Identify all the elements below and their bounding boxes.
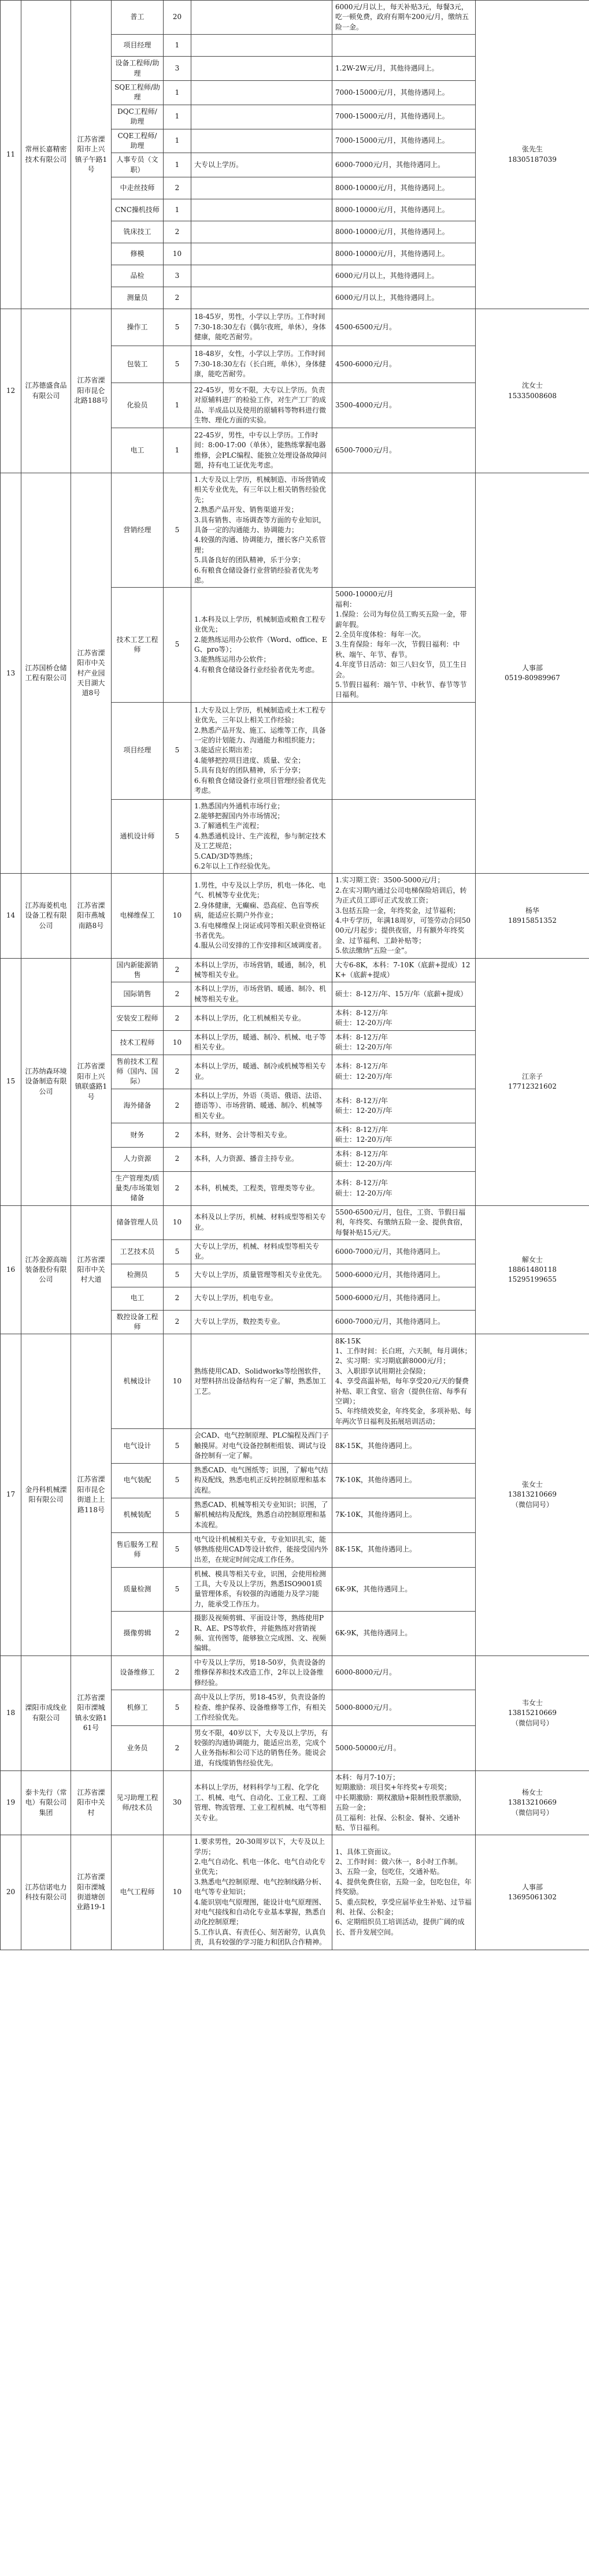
table-row [1, 1770, 589, 1835]
position-title: 摄像剪辑 [112, 1612, 164, 1656]
position-title: 项目经理 [112, 35, 164, 57]
contact-info: 人事部 0519-80989967 [476, 473, 589, 874]
position-count: 5 [164, 1463, 191, 1498]
position-title: 人事专员（文职） [112, 153, 164, 177]
company-address: 江苏省溧阳市上兴镇子午路1号 [71, 1, 112, 309]
position-requirements: 高中及以上学历，男18-45岁，负责设备的检查、维护保养、设备维修等工作，有相关工作经验优先。 [191, 1690, 332, 1725]
position-title: 储备管理人员 [112, 1205, 164, 1239]
company-name: 泰卡先行（常电）有限公司集团 [21, 1770, 71, 1835]
contact-info: 韦女士 13815210669 （微信同号） [476, 1656, 589, 1770]
position-requirements: 18-45岁，男性，小学以上学历。工作时间7:30-18:30左右（偶尔夜班，单休），身体健康，能吃苦耐劳。 [191, 309, 332, 346]
position-title: 国内新能源销售 [112, 958, 164, 982]
company-number: 19 [1, 1770, 21, 1835]
position-count: 5 [164, 473, 191, 588]
position-title: 普工 [112, 1, 164, 35]
position-salary: 6000元/月以上，每天补贴3元，每餐3元，吃一顿免费，政府有期车200元/月，缴纳五险一金。 [332, 1, 476, 35]
position-title: 品检 [112, 265, 164, 287]
position-requirements: 本科以上学历，市场营销，暖通，制冷，机械等相关专业。 [191, 958, 332, 982]
position-salary: 1.2W-2W元/月，其他待遇同上。 [332, 57, 476, 81]
position-title: 电梯维保工 [112, 874, 164, 958]
position-title: 售前技术工程师（国内、国际） [112, 1055, 164, 1089]
position-requirements: 大专以上学历，数控类专业。 [191, 1310, 332, 1334]
position-salary: 7K-10K，其他待遇同上。 [332, 1463, 476, 1498]
position-count: 1 [164, 80, 191, 105]
table-row [1, 473, 589, 588]
position-title: 安装安工程师 [112, 1007, 164, 1031]
position-title: 业务员 [112, 1725, 164, 1770]
company-name: 溧阳市成线业有限公司 [21, 1656, 71, 1770]
company-address: 江苏省溧阳市燕城南路8号 [71, 874, 112, 958]
company-number: 18 [1, 1656, 21, 1770]
position-title: 设备工程师/助理 [112, 57, 164, 81]
position-title: 修模 [112, 243, 164, 265]
position-count: 5 [164, 1532, 191, 1567]
position-count: 2 [164, 1656, 191, 1690]
position-requirements: 1.本科及以上学历，机械制造或粮食工程专业优先； 2.能熟练运用办公软件（Word、office、EG、pro等）； 3.能熟练运用办公软件； 4.有粮食仓储设备行业经验者优先考虑。 [191, 588, 332, 702]
table-row [1, 1205, 589, 1239]
position-title: 财务 [112, 1123, 164, 1148]
position-count: 2 [164, 1055, 191, 1089]
table-row [1, 958, 589, 982]
position-count: 2 [164, 958, 191, 982]
position-requirements [191, 105, 332, 129]
company-number: 15 [1, 958, 21, 1205]
position-title: 见习助理工程师/技术员 [112, 1770, 164, 1835]
company-name: 常州长嘉精密技术有限公司 [21, 1, 71, 309]
company-number: 11 [1, 1, 21, 309]
position-salary: 5000-6000元/月，其他待遇同上。 [332, 1287, 476, 1310]
position-requirements: 熟练使用CAD、Solidworks等绘图软件，对塑料挤出设备结构有一定了解，熟悉加工工艺。 [191, 1334, 332, 1429]
position-salary: 本科：8-12万/年 硕士：12-20万/年 [332, 1147, 476, 1171]
position-count: 1 [164, 428, 191, 473]
position-salary: 7000-15000元/月，其他待遇同上。 [332, 80, 476, 105]
company-address: 江苏省溧阳市上兴镇联盛路1号 [71, 958, 112, 1205]
position-salary: 本科：8-12万/年 硕士：12-20万/年 [332, 1123, 476, 1148]
position-count: 2 [164, 982, 191, 1007]
position-salary [332, 702, 476, 799]
position-title: 测量员 [112, 287, 164, 309]
position-count: 3 [164, 265, 191, 287]
table-row [1, 874, 589, 958]
contact-info: 江亲子 17712321602 [476, 958, 589, 1205]
position-salary: 8000-10000元/月，其他待遇同上。 [332, 177, 476, 199]
position-count: 10 [164, 874, 191, 958]
position-salary: 大专6-8K，本科：7-10K（底薪+提成）12K+（底薪+提成） [332, 958, 476, 982]
position-count: 5 [164, 346, 191, 383]
position-requirements: 大专以上学历，机电专业。 [191, 1287, 332, 1310]
position-requirements: 电气设计机械相关专业，专业知识扎实，能够熟练使用CAD等设计软件，能接受国内外出差，在规定时间完成工作任务。 [191, 1532, 332, 1567]
position-count: 2 [164, 1007, 191, 1031]
position-requirements: 熟悉CAD、电气图纸等；识图，了解电气结构及配线，熟悉电机正反转控制原理和基本流程。 [191, 1463, 332, 1498]
position-salary: 本科：每月7-10万； 短期激励：项目奖+年终奖+专项奖； 中长期激励：期权激励+限制性股票激励，五险一金； 员工福利：社保、公积金、餐补、交通补贴、节日福利。 [332, 1770, 476, 1835]
position-title: DQC工程师/助理 [112, 105, 164, 129]
table-row [1, 1, 589, 35]
position-salary: 本科：8-12万/年 硕士：12-20万/年 [332, 1030, 476, 1055]
position-requirements: 18-48岁，女性，小学以上学历。工作时间7:30-18:30左右（长白班，单休），身体健康，能吃苦耐劳。 [191, 346, 332, 383]
company-address: 江苏省溧阳市中关村产业园天目湖大道8号 [71, 473, 112, 874]
position-requirements: 大专以上学历。 [191, 153, 332, 177]
company-address: 江苏省溧阳市昆仑街道上上路118号 [71, 1334, 112, 1656]
position-requirements: 大专以上学历，机械、材料成型等相关专业。 [191, 1239, 332, 1264]
position-requirements: 22-45岁，男性，中专以上学历。工作时间：8:00-17:00（单休），能熟练掌握电器维修，会PLC编程、能独立处理设备故障问题，持有电工证优先考虑。 [191, 428, 332, 473]
position-count: 5 [164, 702, 191, 799]
position-requirements [191, 287, 332, 309]
position-salary: 5000-8000元/月。 [332, 1690, 476, 1725]
position-count: 10 [164, 1030, 191, 1055]
company-address: 江苏省溧阳市昆仑北路188号 [71, 309, 112, 473]
position-title: 电气装配 [112, 1463, 164, 1498]
position-title: 设备维修工 [112, 1656, 164, 1690]
position-requirements: 摄影及视频剪辑、平面设计等，熟练使用PR、AE、PS等软件，并能熟练对营销视频、宣传图等，能够独立完成图、文、视频编辑。 [191, 1612, 332, 1656]
position-title: 技术工程师 [112, 1030, 164, 1055]
position-salary [332, 799, 476, 874]
position-requirements: 男女不限，40岁以下，大专及以上学历，有较强的沟通协调能力，能适应出差，完成个人业务指标和公司下达的销售任务。能说会道，有线缆销售经验优先。 [191, 1725, 332, 1770]
table-row [1, 1835, 589, 1950]
position-salary: 4500-6500元/月。 [332, 309, 476, 346]
position-salary: 7K-10K，其他待遇同上。 [332, 1498, 476, 1532]
company-address: 江苏省溧阳市中关村 [71, 1770, 112, 1835]
position-title: 工艺技术员 [112, 1239, 164, 1264]
position-salary: 硕士：8-12万/年、15万/年（底薪+提成） [332, 982, 476, 1007]
position-requirements: 本科，财务、会计等相关专业。 [191, 1123, 332, 1148]
position-salary: 7000-15000元/月，其他待遇同上。 [332, 105, 476, 129]
position-count: 5 [164, 1498, 191, 1532]
position-salary: 8000-10000元/月，其他待遇同上。 [332, 243, 476, 265]
position-requirements: 1.男性，中专及以上学历，机电一体化、电气、机械等专业优先； 2.身体健康，无癫痫、恐高症、色盲等疾病，能适应长期户外作业； 3.有电梯维保上岗证或同等相关职业资格证书者优先。 4.服从公司安排的工作安排和区域调度者。 [191, 874, 332, 958]
position-requirements: 本科及以上学历，机械、材料成型等相关专业。 [191, 1205, 332, 1239]
company-name: 江苏金源高端装备股份有限公司 [21, 1205, 71, 1334]
position-count: 5 [164, 309, 191, 346]
position-salary: 5500-6500元/月，包住，工资、节假日福利，年终奖、有缴纳五险一金、提供食宿，每餐补贴15元/天。 [332, 1205, 476, 1239]
company-name: 金丹科机械溧阳有限公司 [21, 1334, 71, 1656]
position-requirements: 本科以上学历，暖通、制冷、机械、电子等相关专业。 [191, 1030, 332, 1055]
position-requirements: 本科，机械类，工程类，管理类等专业。 [191, 1171, 332, 1205]
position-title: 国际销售 [112, 982, 164, 1007]
position-requirements: 1.要求男性，20-30周岁以下，大专及以上学历； 2.电气自动化、机电一体化、电气自动化专业优先； 3.熟悉电气控制原理、电气控制线路分析、电气等专业知识； 4.能识别电气原理图，能设计电气原理图、对电气接线和自动化专业基本掌握，熟悉自动化控制原理； 5.工作认真、有责任心、刻苦耐劳，认真负责，具有较强的学习能力和团队合作精神。 [191, 1835, 332, 1950]
position-requirements: 本科以上学历，外语（英语、俄语、法语、德语等）、市场营销、暖通、制冷、机械等相关专业。 [191, 1089, 332, 1123]
position-title: 电工 [112, 428, 164, 473]
position-title: 质量检测 [112, 1567, 164, 1612]
company-number: 12 [1, 309, 21, 473]
position-requirements: 本科，人力资源、播音主持专业。 [191, 1147, 332, 1171]
company-address: 江苏省溧阳市溧城镇永安路161号 [71, 1656, 112, 1770]
position-count: 2 [164, 1089, 191, 1123]
position-requirements [191, 177, 332, 199]
position-count: 2 [164, 1287, 191, 1310]
table-body [1, 1, 589, 1950]
position-count: 10 [164, 243, 191, 265]
position-requirements [191, 80, 332, 105]
position-salary [332, 35, 476, 57]
company-number: 20 [1, 1835, 21, 1950]
position-title: 化验员 [112, 383, 164, 428]
position-count: 2 [164, 1147, 191, 1171]
table-row [1, 309, 589, 346]
position-requirements: 本科以上学历，材料科学与工程、化学化工、机械、电气、自动化、工业工程、工商管理、物流管理、工业工程机械、电气等相关专业。 [191, 1770, 332, 1835]
position-title: 人力资源 [112, 1147, 164, 1171]
position-requirements: 熟悉CAD、机械等相关专业知识；识图，了解机械结构及配线，熟悉自动控制原理和基本流程。 [191, 1498, 332, 1532]
position-salary: 6000元/月以上，其他待遇同上。 [332, 287, 476, 309]
company-number: 14 [1, 874, 21, 958]
position-title: 铣床技工 [112, 221, 164, 243]
position-title: 售后服务工程师 [112, 1532, 164, 1567]
position-title: 技术工艺工程师 [112, 588, 164, 702]
position-requirements: 22-45岁，男女不限，大专以上学历。负责对原辅料进厂的检验工作，对生产工厂的成品、半成品以及使用的原辅料等物料进行微生物、理化方面的实验。 [191, 383, 332, 428]
position-title: 检测员 [112, 1264, 164, 1287]
position-title: 机械设计 [112, 1334, 164, 1429]
company-number: 17 [1, 1334, 21, 1656]
position-count: 10 [164, 1835, 191, 1950]
position-salary: 8000-10000元/月，其他待遇同上。 [332, 221, 476, 243]
company-name: 江苏德盛食品有限公司 [21, 309, 71, 473]
position-count: 1 [164, 199, 191, 221]
position-requirements [191, 243, 332, 265]
position-salary: 1、具体工资面议。 2、工作时间：做六休一，8小时工作制。 3、五险一金，包吃住，交通补贴。 4、提供免费住宿，五险一金，包吃包住，年终奖励。 5、重点院校，享受应届毕业生补贴、过节福利、社保、公积金； 6、定期组织员工培训活动，提供广阔的成长、晋升发展空间。 [332, 1835, 476, 1950]
position-count: 1 [164, 383, 191, 428]
position-title: 生产管理类/质量类/市场策划储备 [112, 1171, 164, 1205]
position-title: 营销经理 [112, 473, 164, 588]
position-salary: 8000-10000元/月，其他待遇同上。 [332, 199, 476, 221]
position-title: CNC操机技师 [112, 199, 164, 221]
company-address: 江苏省溧阳市中关村大道 [71, 1205, 112, 1334]
position-requirements: 1.熟悉国内外通机市场行业； 2.能够把握国内外市场情况； 3.了解通机生产流程； 4.熟悉通机设计、生产流程，参与制定技术及工艺规范； 5.CAD/3D等熟练； 6.2年以上工作经验优先。 [191, 799, 332, 874]
position-title: 数控设备工程师 [112, 1310, 164, 1334]
position-count: 2 [164, 177, 191, 199]
position-salary: 7000-15000元/月，其他待遇同上。 [332, 129, 476, 153]
position-title: 电工 [112, 1287, 164, 1310]
company-name: 江苏纳森环境设备制造有限公司 [21, 958, 71, 1205]
position-count: 2 [164, 221, 191, 243]
position-count: 1 [164, 35, 191, 57]
position-count: 5 [164, 1690, 191, 1725]
position-salary [332, 473, 476, 588]
position-salary: 6500-7000元/月。 [332, 428, 476, 473]
company-name: 江苏国桥仓储工程有限公司 [21, 473, 71, 874]
position-salary: 6K-9K，其他待遇同上。 [332, 1567, 476, 1612]
position-salary: 4500-6000元/月。 [332, 346, 476, 383]
position-count: 5 [164, 1567, 191, 1612]
company-address: 江苏省溧阳市溧城街道塘创业路19-1 [71, 1835, 112, 1950]
contact-info: 杨华 18915851352 [476, 874, 589, 958]
position-title: 项目经理 [112, 702, 164, 799]
position-salary: 5000-10000元/月 福利： 1.保险：公司为每位员工购买五险一金，带薪年假。 2.全员年度体检：每年一次。 3.生育保险：每年一次，节假日福利：中秋、端午、年节、春节。 4.年度节日活动：如三八妇女节，员工生日会。 5.节假日福利：端午节、中秋节、春节等节日福利。 [332, 588, 476, 702]
position-count: 2 [164, 1171, 191, 1205]
position-requirements [191, 57, 332, 81]
position-salary: 6000-7000元/月，其他待遇同上。 [332, 1310, 476, 1334]
position-salary: 本科：8-12万/年 硕士：12-20万/年 [332, 1171, 476, 1205]
position-title: 包装工 [112, 346, 164, 383]
position-count: 1 [164, 153, 191, 177]
position-requirements [191, 35, 332, 57]
position-salary: 1.实习期工资：3500-5000元/月； 2.在实习期内通过公司电梯保险培训后，转为正式员工即可正式发放工资； 3.包括五险一金，年终奖金，过节福利； 4.中专学历，年满18周岁，可签劳动合同5000元/月起步；提供夜宿，月有额外年终奖金、过节福利、工龄补贴等； 5.依法缴纳“五险一金”。 [332, 874, 476, 958]
position-salary: 5000-6000元/月，其他待遇同上。 [332, 1264, 476, 1287]
position-count: 1 [164, 105, 191, 129]
position-title: SQE工程师/助理 [112, 80, 164, 105]
contact-info: 沈女士 15335008608 [476, 309, 589, 473]
contact-info: 张先生 18305187039 [476, 1, 589, 309]
position-salary: 本科：8-12万/年 硕士：12-20万/年 [332, 1007, 476, 1031]
position-title: 中走丝技师 [112, 177, 164, 199]
position-count: 10 [164, 1205, 191, 1239]
position-requirements: 1.大专及以上学历，机械制造或土木工程专业优先，三年以上相关工作经验； 2.熟悉产品开发、施工、运维等工作，具备一定的计划能力、沟通能力和组织能力； 3.能适应长期出差； 4.能够把控项目进度、质量、安全； 5.具有良好的团队精神，乐于分享； 6.有粮食仓储设备行业项目管理经验者优先考虑。 [191, 702, 332, 799]
position-count: 10 [164, 1334, 191, 1429]
position-salary: 8K-15K，其他待遇同上。 [332, 1429, 476, 1463]
position-salary: 8K-15K，其他待遇同上。 [332, 1532, 476, 1567]
position-requirements: 1.大专及以上学历，机械制造、市场营销或相关专业优先，有三年以上相关销售经验优先； 2.熟悉产品开发、销售渠道开发； 3.具有销售、市场调查等方面的专业知识，具备一定的沟通能力、协调能力； 4.较强的沟通、协调能力，擅长客户关系管理； 5.具备良好的团队精神，乐于分享； 6.有粮食仓储设备行业营销经验者优先考虑。 [191, 473, 332, 588]
company-number: 16 [1, 1205, 21, 1334]
position-count: 3 [164, 57, 191, 81]
position-requirements: 会CAD、电气控制原理、PLC编程及西门子触摸屏。对电气设备控制柜组装、调试与设备控制有一定了解。 [191, 1429, 332, 1463]
contact-info: 人事部 13695061302 [476, 1835, 589, 1950]
position-requirements [191, 221, 332, 243]
position-title: 机械装配 [112, 1498, 164, 1532]
position-title: 操作工 [112, 309, 164, 346]
position-requirements: 大专以上学历，质量管理等相关专业优先。 [191, 1264, 332, 1287]
position-title: 通机设计师 [112, 799, 164, 874]
position-salary: 6000-7000元/月，其他待遇同上。 [332, 153, 476, 177]
position-title: CQE工程师/助理 [112, 129, 164, 153]
position-count: 5 [164, 1429, 191, 1463]
position-requirements: 机械、模具等相关专业，识图，会使用检测工具，大专及以上学历，熟悉ISO9001质量管理体系，有较强的沟通能力及学习能力，能承受工作压力。 [191, 1567, 332, 1612]
position-requirements [191, 265, 332, 287]
position-count: 1 [164, 129, 191, 153]
position-salary: 本科：8-12万/年 硕士：12-20万/年 [332, 1089, 476, 1123]
position-salary: 本科：8-12万/年 硕士：12-20万/年 [332, 1055, 476, 1089]
position-count: 5 [164, 1239, 191, 1264]
position-count: 20 [164, 1, 191, 35]
position-salary: 6000-8000元/月。 [332, 1656, 476, 1690]
position-salary: 6000-7000元/月，其他待遇同上。 [332, 1239, 476, 1264]
position-requirements [191, 1, 332, 35]
position-count: 5 [164, 1264, 191, 1287]
company-number: 13 [1, 473, 21, 874]
position-salary: 6000元/月以上，其他待遇同上。 [332, 265, 476, 287]
contact-info: 杨女士 13813210669 （微信同号） [476, 1770, 589, 1835]
company-name: 江苏海菱机电设备工程有限公司 [21, 874, 71, 958]
position-salary: 5000-50000元/月。 [332, 1725, 476, 1770]
position-salary: 8K-15K 1、工作时间：长白班，六天制，每月调休； 2、实习期：实习期底薪8000元/月； 3、入职即享试用期社会保险； 4、享受高温补贴，每年享受20元/天的餐费补贴、职工食堂、宿舍（提供住宿、每季有空调）； 5、年终绩效奖金，年终奖金，多项补贴、每年两次节日福利及拓展培训活动； [332, 1334, 476, 1429]
position-count: 5 [164, 588, 191, 702]
position-count: 2 [164, 1725, 191, 1770]
position-requirements [191, 199, 332, 221]
position-title: 机修工 [112, 1690, 164, 1725]
company-name: 江苏信诺电力科技有限公司 [21, 1835, 71, 1950]
position-title: 电气设计 [112, 1429, 164, 1463]
position-count: 2 [164, 287, 191, 309]
position-requirements [191, 129, 332, 153]
position-count: 30 [164, 1770, 191, 1835]
position-title: 电气工程师 [112, 1835, 164, 1950]
position-requirements: 中专及以上学历，男18-50岁，负责设备的维修保养和技术改造工作，2年以上设备维修经验。 [191, 1656, 332, 1690]
position-count: 2 [164, 1310, 191, 1334]
contact-info: 张女士 13813210669 （微信同号） [476, 1334, 589, 1656]
position-count: 2 [164, 1123, 191, 1148]
position-salary: 6K-9K，其他待遇同上。 [332, 1612, 476, 1656]
position-requirements: 本科以上学历，化工机械相关专业。 [191, 1007, 332, 1031]
position-count: 2 [164, 1612, 191, 1656]
position-requirements: 本科以上学历，市场营销、暖通、制冷、机械等相关专业。 [191, 982, 332, 1007]
position-salary: 3500-4000元/月。 [332, 383, 476, 428]
table-row [1, 1334, 589, 1429]
table-row [1, 1656, 589, 1690]
position-requirements: 本科以上学历，暖通、制冷或机械等相关专业。 [191, 1055, 332, 1089]
position-title: 海外储备 [112, 1089, 164, 1123]
contact-info: 解女士 18861480118 15295199655 [476, 1205, 589, 1334]
position-count: 5 [164, 799, 191, 874]
